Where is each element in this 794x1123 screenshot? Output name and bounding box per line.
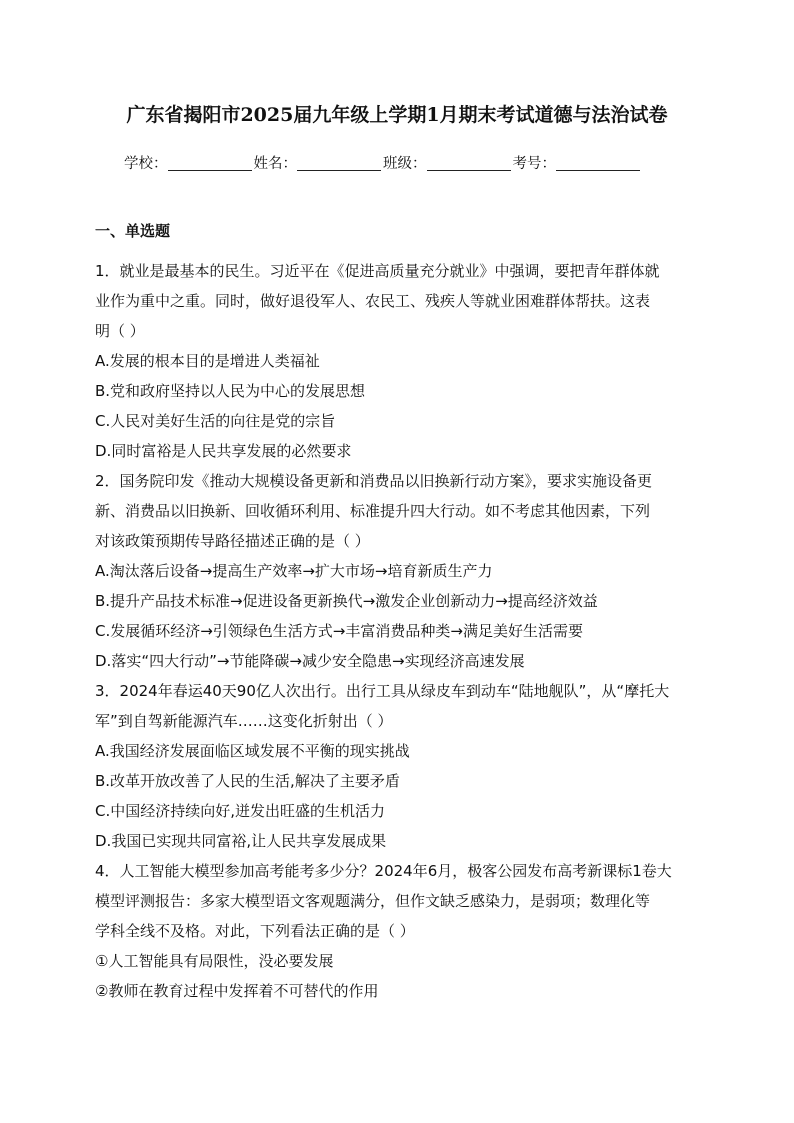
statement-1[interactable]: ①人工智能具有局限性，没必要发展 bbox=[95, 952, 334, 970]
school-label: 学校： bbox=[124, 156, 168, 172]
statement-2[interactable]: ②教师在教育过程中发挥着不可替代的作用 bbox=[95, 982, 379, 1000]
option-c[interactable]: C.中国经济持续向好,迸发出旺盛的生机活力 bbox=[95, 802, 386, 820]
question-line: 4．人工智能大模型参加高考能考多少分？2024年6月，极客公园发布高考新课标1卷大 bbox=[95, 862, 672, 880]
option-b[interactable]: B.党和政府坚持以人民为中心的发展思想 bbox=[95, 382, 366, 400]
option-a[interactable]: A.淘汰落后设备→提高生产效率→扩大市场→培育新质生产力 bbox=[95, 562, 493, 580]
section-heading: 一、单选题 bbox=[95, 222, 171, 240]
question-line: 新、消费品以旧换新、回收循环利用、标准提升四大行动。如不考虑其他因素，下列 bbox=[95, 502, 651, 520]
question-line: 业作为重中之重。同时，做好退役军人、农民工、残疾人等就业困难群体帮扶。这表 bbox=[95, 292, 651, 310]
class-blank[interactable] bbox=[427, 156, 511, 171]
option-d[interactable]: D.落实“四大行动”→节能降碳→减少安全隐患→实现经济高速发展 bbox=[95, 652, 525, 670]
option-d[interactable]: D.我国已实现共同富裕,让人民共享发展成果 bbox=[95, 832, 387, 850]
question-line: 军”到自驾新能源汽车……这变化折射出（ ） bbox=[95, 712, 393, 730]
page-title: 广东省揭阳市2025届九年级上学期1月期末考试道德与法治试卷 bbox=[126, 104, 668, 126]
questions-body bbox=[95, 256, 701, 1006]
question-4 bbox=[95, 856, 701, 1006]
option-b[interactable]: B.提升产品技术标准→促进设备更新换代→激发企业创新动力→提高经济效益 bbox=[95, 592, 598, 610]
class-label: 班级： bbox=[383, 156, 427, 172]
option-d[interactable]: D.同时富裕是人民共享发展的必然要求 bbox=[95, 442, 352, 460]
name-field bbox=[254, 152, 384, 173]
question-line: 学科全线不及格。对此，下列看法正确的是（ ） bbox=[95, 922, 415, 940]
option-a[interactable]: A.我国经济发展面临区域发展不平衡的现实挑战 bbox=[95, 742, 410, 760]
question-line: 2．国务院印发《推动大规模设备更新和消费品以旧换新行动方案》，要求实施设备更 bbox=[95, 472, 653, 490]
option-a[interactable]: A.发展的根本目的是增进人类福祉 bbox=[95, 352, 320, 370]
question-line: 明（ ） bbox=[95, 322, 145, 340]
school-field bbox=[124, 152, 254, 173]
question-line: 1．就业是最基本的民生。习近平在《促进高质量充分就业》中强调，要把青年群体就 bbox=[95, 262, 660, 280]
question-3 bbox=[95, 676, 701, 856]
school-blank[interactable] bbox=[168, 156, 252, 171]
question-2 bbox=[95, 466, 701, 676]
question-line: 对该政策预期传导路径描述正确的是（ ） bbox=[95, 532, 370, 550]
question-1 bbox=[95, 256, 701, 466]
option-b[interactable]: B.改革开放改善了人民的生活,解决了主要矛盾 bbox=[95, 772, 400, 790]
question-line: 模型评测报告：多家大模型语文客观题满分，但作文缺乏感染力，是弱项；数理化等 bbox=[95, 892, 651, 910]
student-info-row bbox=[124, 152, 684, 176]
option-c[interactable]: C.发展循环经济→引领绿色生活方式→丰富消费品种类→满足美好生活需要 bbox=[95, 622, 583, 640]
exam-number-label: 考号： bbox=[512, 156, 556, 172]
exam-number-field bbox=[513, 152, 643, 173]
question-line: 3．2024年春运40天90亿人次出行。出行工具从绿皮车到动车“陆地舰队”，从“摩托大 bbox=[95, 682, 670, 700]
name-label: 姓名： bbox=[253, 156, 297, 172]
class-field bbox=[383, 152, 513, 173]
name-blank[interactable] bbox=[297, 156, 381, 171]
exam-number-blank[interactable] bbox=[556, 156, 640, 171]
option-c[interactable]: C.人民对美好生活的向往是党的宗旨 bbox=[95, 412, 336, 430]
